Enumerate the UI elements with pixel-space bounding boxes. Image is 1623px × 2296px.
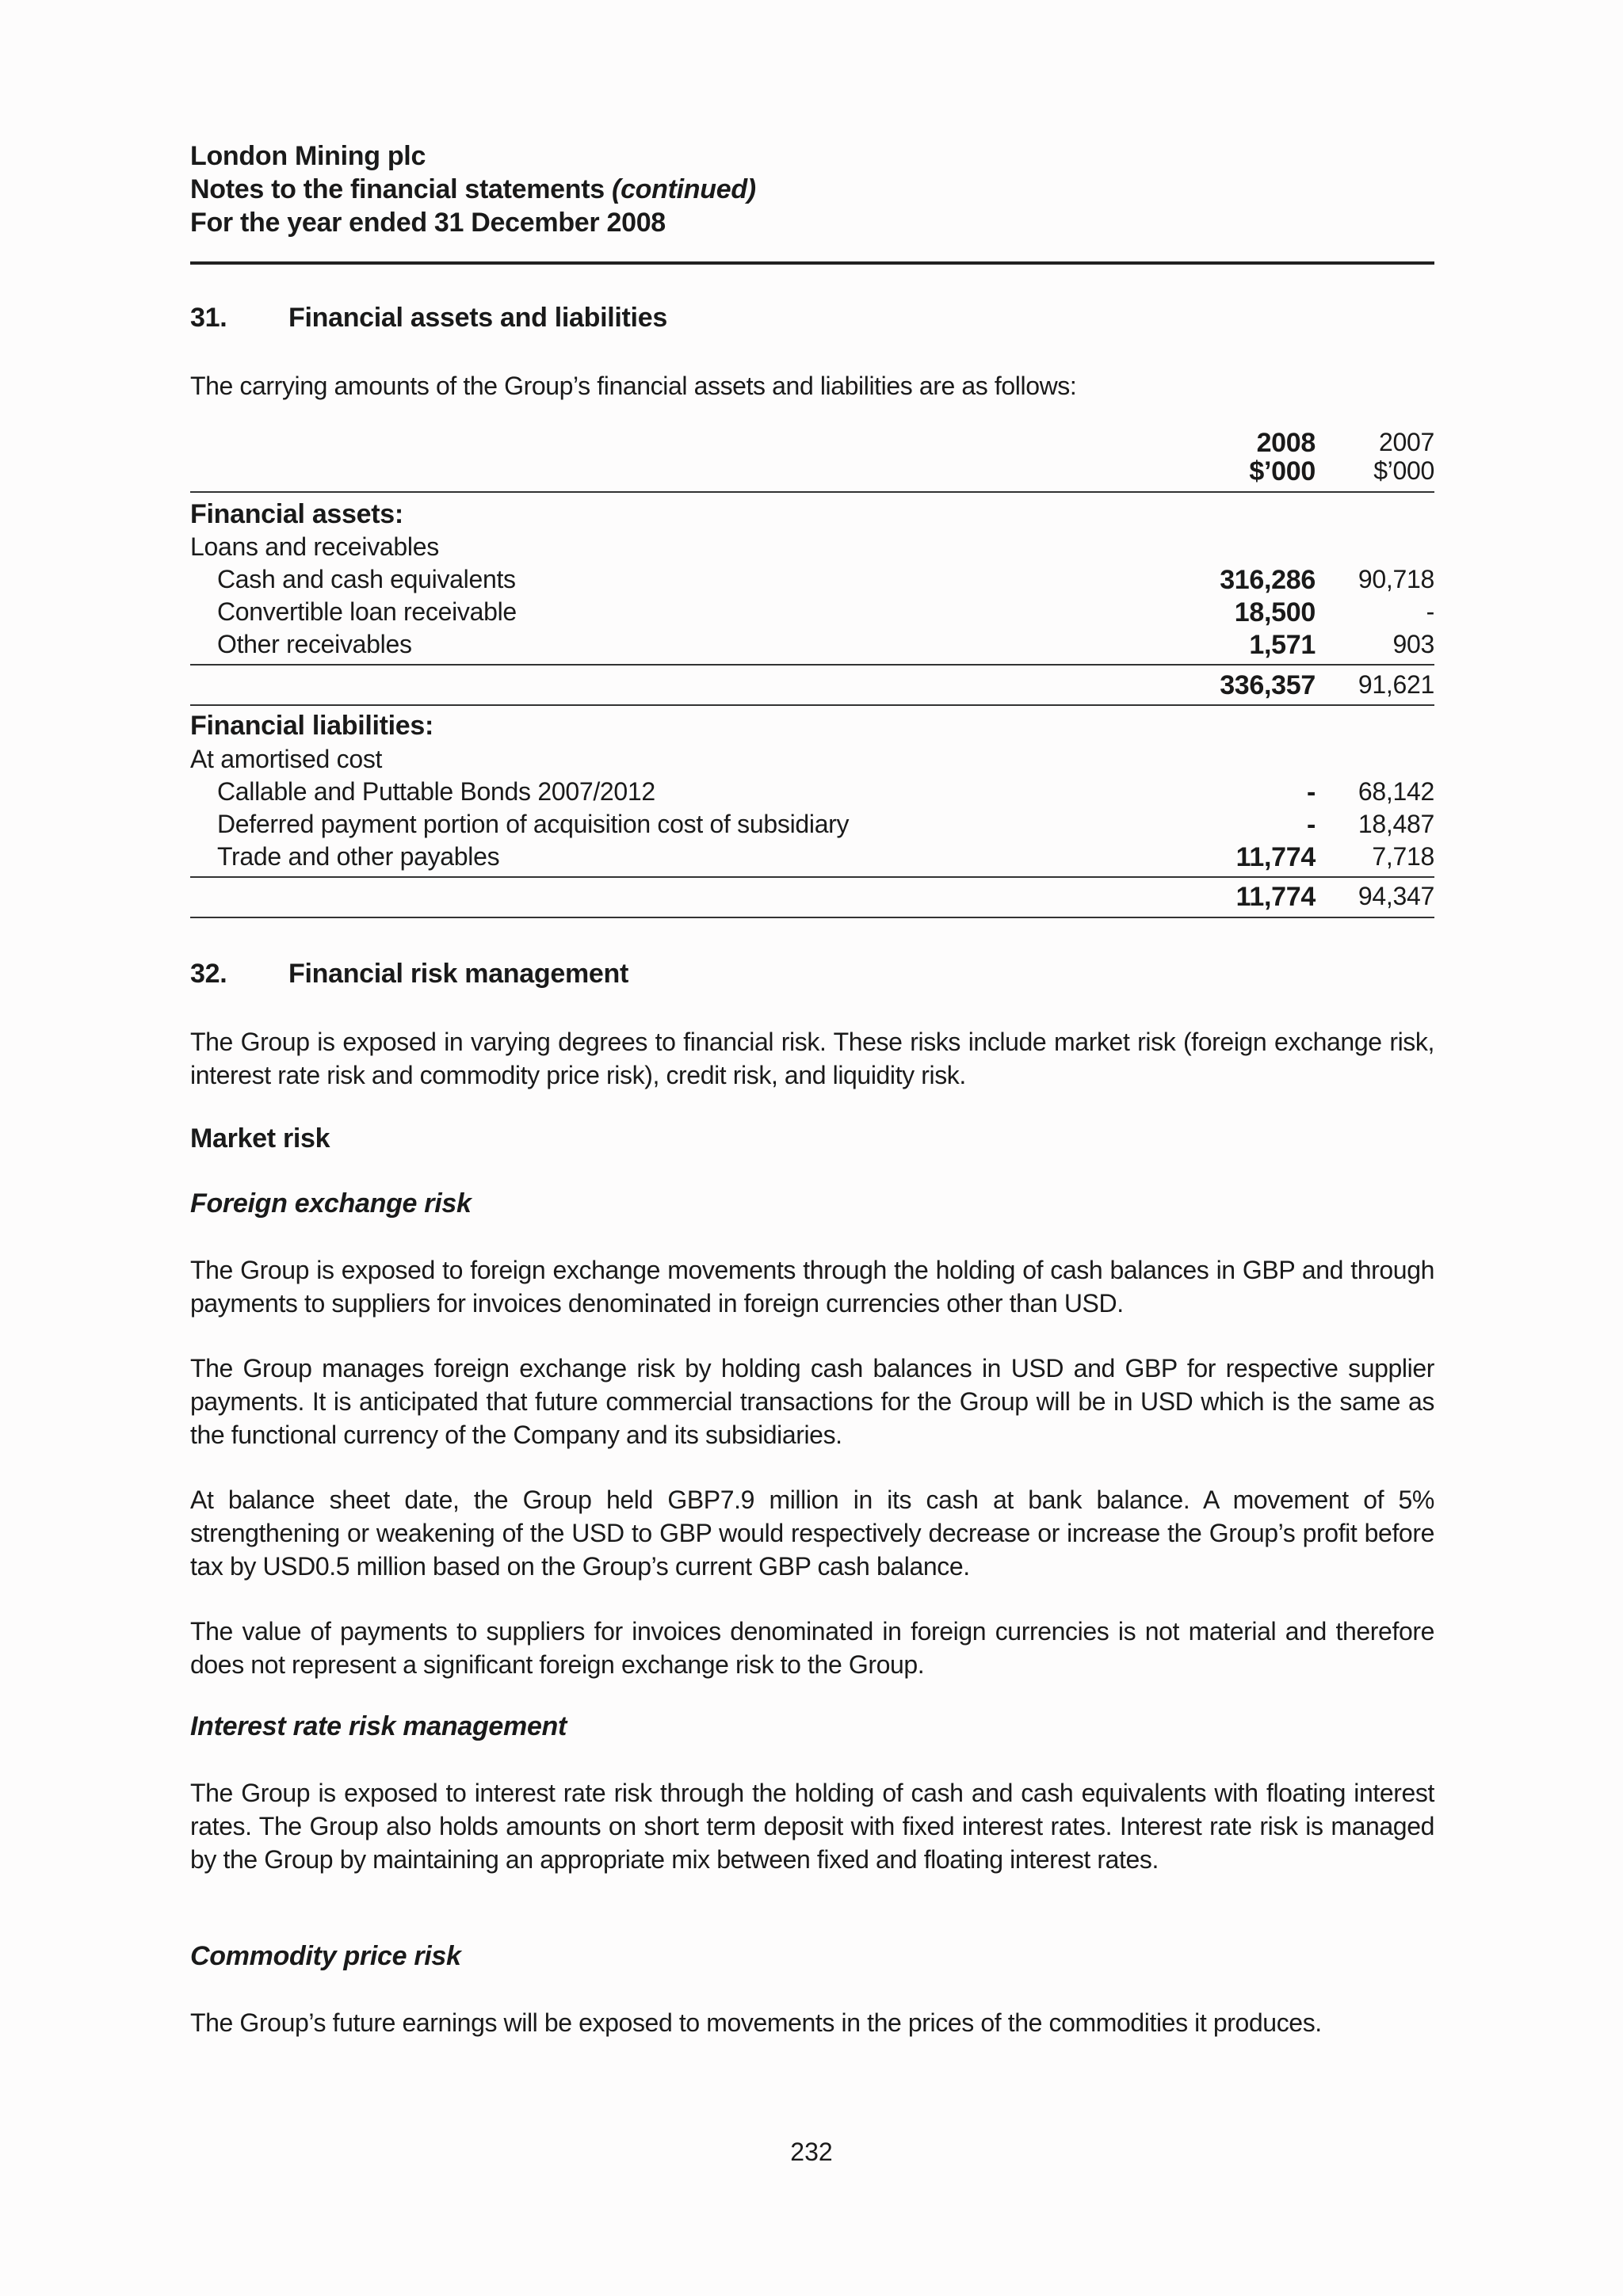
value-2007: 903 — [1392, 630, 1434, 658]
col-2008-unit: $’000 — [1249, 456, 1316, 486]
assets-subheading-row — [190, 532, 1434, 566]
value-2007: 90,718 — [1358, 565, 1434, 593]
fx-paragraph-4: The value of payments to suppliers for invoices denominated in foreign currencies is not material and therefore does not represent a significant foreign exchange risk to the Group. — [190, 1617, 1434, 1679]
value-2008: - — [1306, 810, 1316, 840]
section-31-title: Financial assets and liabilities — [288, 303, 667, 333]
value-2007: - — [1426, 597, 1434, 626]
row-label: Trade and other payables — [217, 842, 500, 871]
assets-subtotal-rule — [190, 664, 1434, 666]
col-2008-year: 2008 — [1256, 428, 1316, 458]
section-32-title: Financial risk management — [288, 959, 628, 989]
liabilities-subheading-row — [190, 745, 1434, 778]
row-label: Other receivables — [217, 630, 412, 658]
assets-heading-row — [190, 499, 1434, 532]
assets-subheading: Loans and receivables — [190, 532, 439, 561]
market-risk-heading: Market risk — [190, 1123, 330, 1154]
fx-paragraph-3: At balance sheet date, the Group held GBP7.9 million in its cash at bank balance. A movement of 5% strengthening or weakening of the USD to GBP would respectively decrease or increase the Group’s profit before tax by USD0.5 million based on the Group’s current GBP cash balance. — [190, 1486, 1434, 1581]
period-line: For the year ended 31 December 2008 — [190, 208, 666, 238]
company-name: London Mining plc — [190, 141, 426, 171]
table-row — [190, 565, 1434, 598]
table-header-rule — [190, 491, 1434, 493]
liabilities-total-2008: 11,774 — [1235, 882, 1316, 912]
page-number: 232 — [790, 2138, 833, 2166]
assets-total-2008: 336,357 — [1220, 670, 1316, 700]
value-2008: - — [1306, 777, 1316, 807]
col-2007-year: 2007 — [1379, 428, 1434, 456]
value-2008: 316,286 — [1220, 565, 1316, 595]
fx-paragraph-2: The Group manages foreign exchange risk by holding cash balances in USD and GBP for respective supplier payments. It is anticipated that future commercial transactions for the Group will be in USD which is the same as the functional currency of the Company and its subsidiaries. — [190, 1354, 1434, 1449]
section-32-number: 32. — [190, 959, 227, 989]
fx-paragraph-1: The Group is exposed to foreign exchange movements through the holding of cash balances in GBP and through payments to suppliers for invoices denominated in foreign currencies other than USD. — [190, 1256, 1434, 1318]
section-31-intro: The carrying amounts of the Group’s financial assets and liabilities are as follows: — [190, 372, 1077, 400]
value-2008: 18,500 — [1234, 597, 1316, 627]
col-2007-unit: $’000 — [1373, 456, 1434, 485]
liabilities-subtotal-rule — [190, 876, 1434, 878]
value-2008: 1,571 — [1249, 630, 1316, 660]
table-row — [190, 777, 1434, 810]
table-row — [190, 842, 1434, 875]
header-divider — [190, 261, 1434, 265]
liabilities-total-2007: 94,347 — [1358, 882, 1434, 910]
commodity-price-heading: Commodity price risk — [190, 1941, 461, 1971]
interest-rate-paragraph: The Group is exposed to interest rate risk through the holding of cash and cash equivalents with floating interest rates. The Group also holds amounts on short term deposit with fixed interest rates. Interest rate risk is managed by the Group by maintaining an appropriate mix between fixed and floating interest rates. — [190, 1779, 1434, 1874]
section-31-heading — [190, 303, 667, 334]
liabilities-heading: Financial liabilities: — [190, 711, 434, 741]
notes-title-suffix: (continued) — [612, 174, 756, 204]
value-2008: 11,774 — [1235, 842, 1316, 872]
value-2007: 68,142 — [1358, 777, 1434, 806]
liabilities-heading-row — [190, 711, 1434, 744]
interest-rate-heading: Interest rate risk management — [190, 1711, 567, 1741]
liabilities-total-row — [190, 882, 1434, 915]
section-32-heading — [190, 959, 628, 990]
page-header — [190, 139, 1434, 239]
row-label: Cash and cash equivalents — [217, 565, 516, 593]
section-31-number: 31. — [190, 303, 227, 333]
table-row — [190, 630, 1434, 663]
liabilities-total-rule — [190, 917, 1434, 918]
value-2007: 18,487 — [1358, 810, 1434, 838]
row-label: Convertible loan receivable — [217, 597, 517, 626]
notes-title — [190, 173, 1434, 206]
assets-total-rule — [190, 704, 1434, 706]
row-label: Deferred payment portion of acquisition cost of subsidiary — [217, 810, 850, 838]
fx-risk-heading: Foreign exchange risk — [190, 1188, 472, 1219]
table-row — [190, 810, 1434, 843]
assets-total-row — [190, 670, 1434, 704]
assets-heading: Financial assets: — [190, 499, 403, 529]
table-row — [190, 597, 1434, 631]
assets-total-2007: 91,621 — [1358, 670, 1434, 699]
row-label: Callable and Puttable Bonds 2007/2012 — [217, 777, 655, 806]
table-header-unit-row — [190, 456, 1434, 490]
value-2007: 7,718 — [1372, 842, 1434, 871]
commodity-price-paragraph: The Group’s future earnings will be exposed to movements in the prices of the commodities it produces. — [190, 2008, 1322, 2037]
notes-title-text: Notes to the financial statements — [190, 174, 605, 204]
liabilities-subheading: At amortised cost — [190, 745, 383, 773]
section-32-intro: The Group is exposed in varying degrees to financial risk. These risks include market risk (foreign exchange risk, interest rate risk and commodity price risk), credit risk, and liquidity risk. — [190, 1028, 1434, 1089]
